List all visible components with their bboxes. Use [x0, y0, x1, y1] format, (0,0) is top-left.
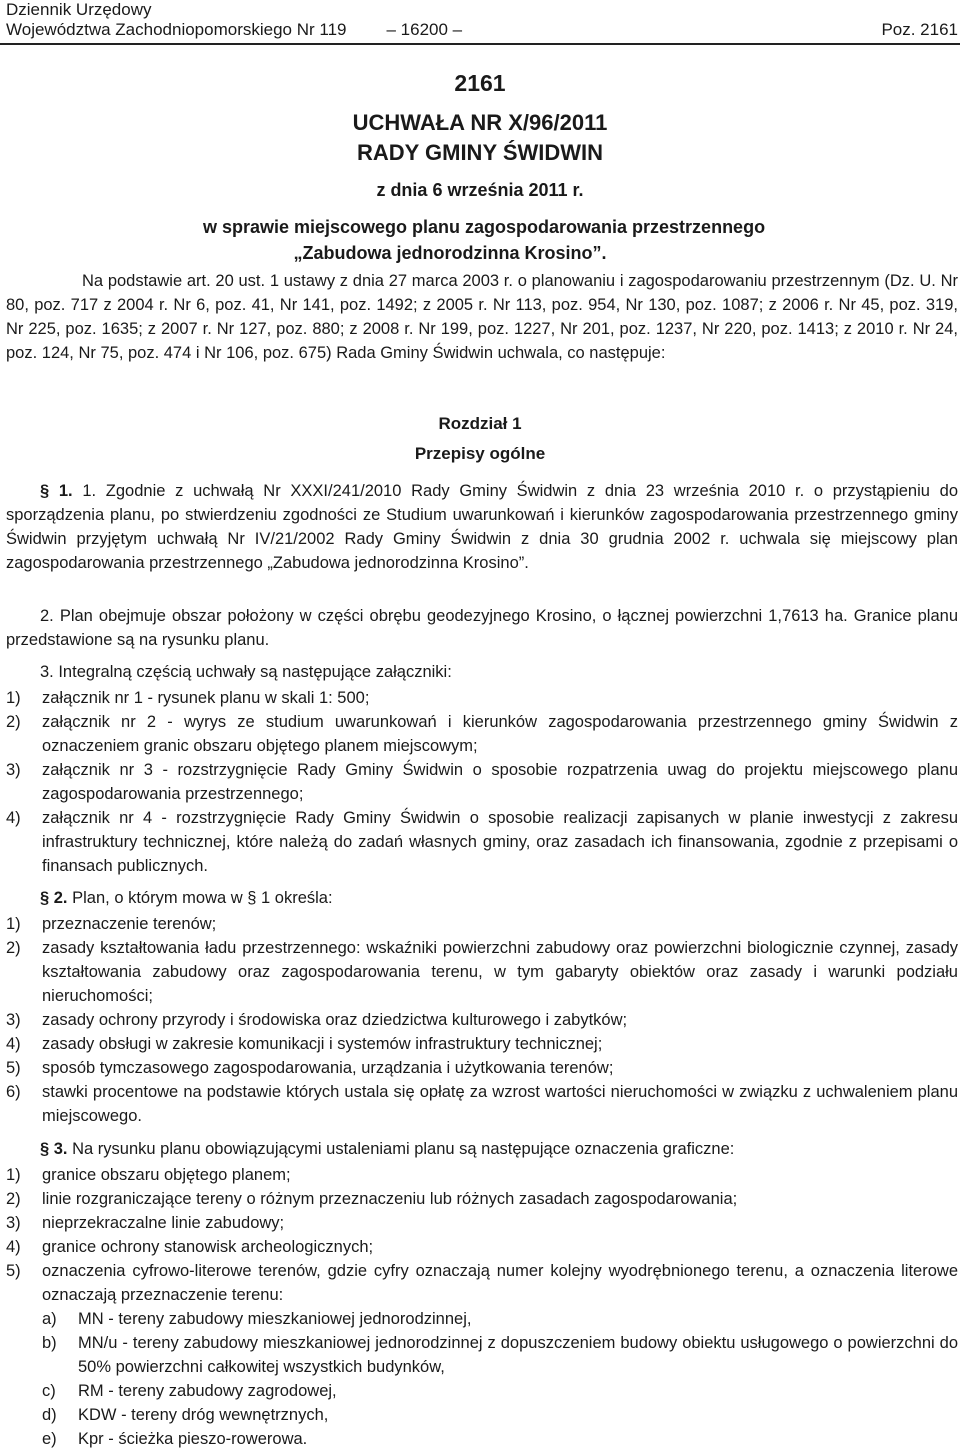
- list-item: 3) nieprzekraczalne linie zabudowy;: [6, 1214, 285, 1232]
- section-1-text-1: 1. Zgodnie z uchwałą Nr XXXI/241/2010 Rady Gminy Świdwin z dnia 23 września 2010 r. o przystąpieniu do sporządzenia planu, po stwierdzeniu zgodności ze Studium uwarunkowań i kierunków zagospodarowania przestrzennego gminy Świdwin przyjętym uchwałą Nr IV/21/2002 Rady Gminy Świdwin z dnia 30 grudnia 2002 r. uchwala się miejscowy plan zagospodarowania przestrzennego „Zabudowa jednorodzinna Krosino”.: [6, 482, 958, 572]
- legal-basis: Na podstawie art. 20 ust. 1 ustawy z dnia 27 marca 2003 r. o planowaniu i zagospodarowaniu przestrzennym (Dz. U. Nr 80, poz. 717 z 2004 r. Nr 6, poz. 41, Nr 141, poz. 1492; z 2005 r. Nr 113, poz. 954, Nr 130, poz. 1087; z 2006 r. Nr 45, poz. 319, Nr 225, poz. 1635; z 2007 r. Nr 127, poz. 880; z 2008 r. Nr 199, poz. 1227, Nr 201, poz. 1237, Nr 220, poz. 1413; z 2010 r. Nr 24, poz. 124, Nr 75, poz. 474 i Nr 106, poz. 675) Rada Gminy Świdwin uchwala, co następuje:: [6, 272, 958, 362]
- land-use-symbols-list: [42, 1307, 958, 1451]
- chapter-title: Przepisy ogólne: [414, 444, 546, 463]
- section-1-paragraph-1: [6, 479, 958, 575]
- section-1-marker: § 1.: [40, 482, 73, 500]
- section-3-text: Na rysunku planu obowiązującymi ustaleniami planu są następujące oznaczenia graficzne:: [72, 1140, 735, 1158]
- voivodeship-issue: Województwa Zachodniopomorskiego Nr 119: [6, 20, 347, 39]
- list-item: 4) załącznik nr 4 - rozstrzygnięcie Rady Gminy Świdwin o sposobie realizacji zapisanych w planie inwestycji z zakresu infrastruktury technicznej, które należą do zadań własnych gminy, oraz zasadach ich finansowania, zgodnie z przepisami o finansach publicznych.: [6, 809, 958, 875]
- list-item: 3) załącznik nr 3 - rozstrzygnięcie Rady Gminy Świdwin o sposobie rozpatrzenia uwag do projektu miejscowego planu zagospodarowania przestrzennego;: [6, 761, 958, 803]
- subject-line-2: „Zabudowa jednorodzinna Krosino”.: [293, 243, 607, 263]
- sublist-item: c) RM - tereny zabudowy zagrodowej,: [42, 1382, 337, 1400]
- list-item: 2) załącznik nr 2 - wyrys ze studium uwarunkowań i kierunków zagospodarowania przestrzennego gminy Świdwin z oznaczeniem granic obszaru objętego planem miejscowym;: [6, 713, 958, 755]
- page-number: – 16200 –: [386, 20, 463, 39]
- list-item: 1) granice obszaru objętego planem;: [6, 1166, 291, 1184]
- sublist-item: d) KDW - tereny dróg wewnętrznych,: [42, 1406, 329, 1424]
- graphic-designations-list: [6, 1163, 958, 1451]
- list-item: 4) zasady obsługi w zakresie komunikacji i systemów infrastruktury technicznej;: [6, 1035, 603, 1053]
- subject-line-1: w sprawie miejscowego planu zagospodarowania przestrzennego: [202, 217, 766, 237]
- list-item: 1) załącznik nr 1 - rysunek planu w skali 1: 500;: [6, 689, 370, 707]
- sublist-item: a) MN - tereny zabudowy mieszkaniowej jednorodzinnej,: [42, 1310, 472, 1328]
- list-item: 5) sposób tymczasowego zagospodarowania, urządzania i użytkowania terenów;: [6, 1059, 614, 1077]
- document-number: 2161: [454, 70, 506, 96]
- list-item: 1) przeznaczenie terenów;: [6, 915, 217, 933]
- plan-scope-list: [6, 912, 958, 1128]
- resolution-title: UCHWAŁA NR X/96/2011: [352, 110, 608, 135]
- position-number: Poz. 2161: [881, 20, 958, 39]
- list-item: 4) granice ochrony stanowisk archeologicznych;: [6, 1238, 374, 1256]
- header-divider: [0, 43, 960, 45]
- section-3-intro: [40, 1137, 960, 1161]
- sublist-item: b) MN/u - tereny zabudowy mieszkaniowej jednorodzinnej z dopuszczeniem budowy obiektu usługowego o powierzchni do 50% powierzchni całkowitej wszystkich budynków,: [42, 1334, 958, 1376]
- page-header: [6, 0, 958, 40]
- section-1-paragraph-2: 2. Plan obejmuje obszar położony w części obrębu geodezyjnego Krosino, o łącznej powierzchni 1,7613 ha. Granice planu przedstawione są na rysunku planu.: [6, 607, 958, 649]
- chapter-label: Rozdział 1: [438, 414, 522, 433]
- list-item: 2) zasady kształtowania ładu przestrzennego: wskaźniki powierzchni zabudowy oraz powierzchni biologicznie czynnej, zasady kształtowania zabudowy oraz zagospodarowania terenu, w tym gabaryty obiektów oraz zasady i warunki podziału nieruchomości;: [6, 939, 958, 1005]
- sublist-item: e) Kpr - ścieżka pieszo-rowerowa.: [42, 1430, 308, 1448]
- resolution-date: z dnia 6 września 2011 r.: [376, 180, 584, 200]
- list-item: 5) oznaczenia cyfrowo-literowe terenów, gdzie cyfry oznaczają numer kolejny wyodrębnionego terenu, a oznaczenia literowe oznaczają przeznaczenie terenu:: [6, 1262, 958, 1304]
- list-item: 2) linie rozgraniczające tereny o różnym przeznaczeniu lub różnych zasadach zagospodarowania;: [6, 1190, 738, 1208]
- council-name: RADY GMINY ŚWIDWIN: [356, 140, 604, 165]
- section-2-intro: [40, 886, 960, 910]
- section-1-paragraph-3: 3. Integralną częścią uchwały są następujące załączniki:: [40, 663, 452, 681]
- list-item: 6) stawki procentowe na podstawie których ustala się opłatę za wzrost wartości nieruchomości w związku z uchwaleniem planu miejscowego.: [6, 1083, 958, 1125]
- section-2-text: Plan, o którym mowa w § 1 określa:: [72, 889, 333, 907]
- attachments-list: [6, 686, 958, 878]
- journal-name: Dziennik Urzędowy: [6, 0, 152, 19]
- section-2-marker: § 2.: [40, 889, 68, 907]
- list-item: 3) zasady ochrony przyrody i środowiska oraz dziedzictwa kulturowego i zabytków;: [6, 1011, 628, 1029]
- section-3-marker: § 3.: [40, 1140, 68, 1158]
